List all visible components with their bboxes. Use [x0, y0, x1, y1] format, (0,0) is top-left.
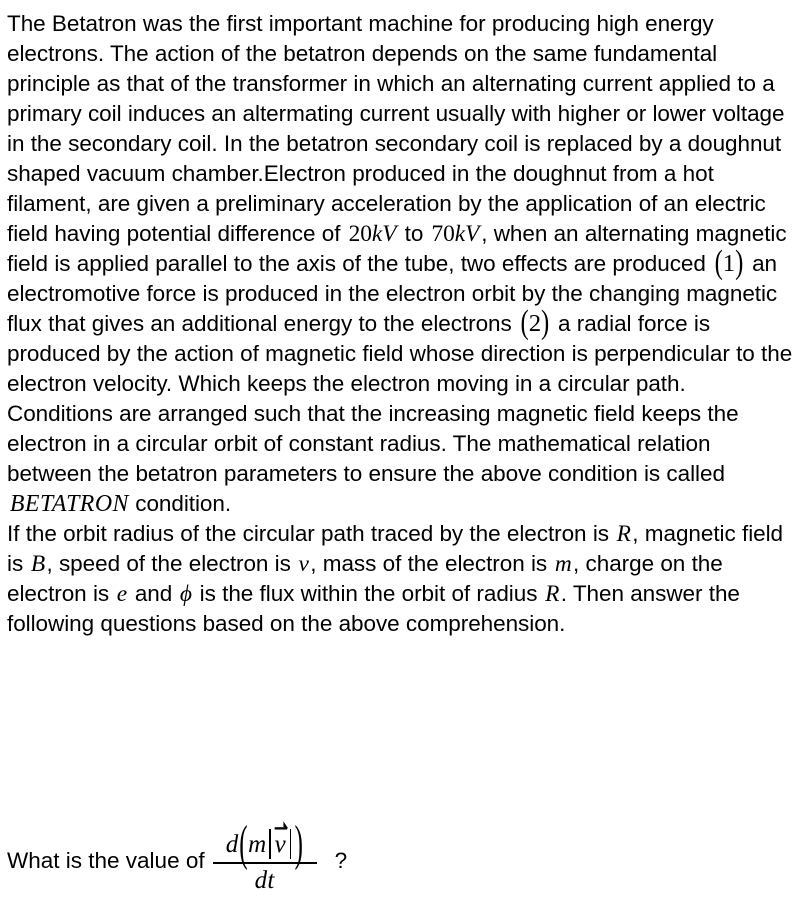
numerator-open-paren-icon: (: [239, 817, 248, 871]
question-line: [7, 817, 797, 894]
voltage-high-number: 70: [431, 221, 455, 247]
passage-intro-text: The Betatron was the first important machine for producing high energy electrons. The action of the betatron depends on the same fundamental principle as that of the transformer in which an alternating current applied to a primary coil induces an altermating current usually with higher or lower voltage in the secondary coil. In the betatron secondary coil is replaced by a doughnut shaped vacuum chamber.Electron produced in the doughnut from a hot filament, are given a preliminary acceleration by the application of an electric field having potential difference of: [7, 11, 785, 246]
passage-effect2-text: a radial force is produced by the action of magnetic field whose direction is perpendicular to the electron velocity. Which keeps the electron moving in a circular path. Conditions are arranged such that the increasing magnetic field keeps the electron in a circular orbit of constant radius. The mathematical relation between the betatron parameters to ensure the above condition is called: [7, 311, 793, 486]
between-voltages-text: to: [398, 221, 430, 246]
passage-magnetic-field-text: , magnetic field is: [7, 521, 784, 576]
numerator-d-symbol: d: [225, 830, 239, 858]
denominator-d-symbol: d: [254, 866, 268, 894]
derivative-fraction: [213, 817, 317, 894]
abs-bar-left-icon: [269, 829, 270, 859]
voltage-high-unit: kV: [454, 221, 480, 247]
question-prefix: What is the value of: [7, 847, 205, 873]
var-R-orbit-radius: R: [616, 521, 631, 547]
paren-close-icon: ): [735, 244, 744, 282]
enumerator-2: [518, 304, 552, 342]
passage-effects-text: , when an alternating magnetic field is applied parallel to the axis of the tube, two effects are produced: [7, 221, 787, 276]
var-B-magnetic-field: B: [30, 551, 46, 577]
var-e-charge: e: [116, 581, 128, 607]
var-phi-flux: ϕ: [179, 581, 192, 607]
voltage-low-math: [347, 221, 399, 247]
voltage-low-unit: kV: [371, 221, 397, 247]
betatron-term-math: BETATRON: [9, 491, 129, 517]
voltage-high-math: [430, 221, 482, 247]
fraction-denominator: [255, 864, 275, 893]
question-mark: ?: [334, 847, 348, 873]
var-v-speed: v: [298, 551, 309, 577]
velocity-vector-magnitude: [274, 832, 287, 857]
denominator-t-symbol: t: [267, 866, 275, 894]
abs-bar-right-icon: [290, 829, 291, 859]
passage-closing-text: . Then answer the following questions based on the above comprehension.: [7, 581, 740, 636]
numerator-m-symbol: m: [248, 830, 267, 858]
numerator-v-symbol: v: [274, 830, 286, 858]
passage-effect1-text: an electromotive force is produced in the electron orbit by the changing magnetic flux that gives an additional energy to the electrons: [7, 251, 778, 336]
fraction-numerator: [220, 817, 310, 871]
passage-speed-text: , speed of the electron is: [46, 551, 298, 576]
passage-flux-text: is the flux within the orbit of radius: [193, 581, 544, 606]
voltage-low-number: 20: [348, 221, 372, 247]
comprehension-passage: [7, 9, 797, 639]
enumerator-1: [712, 244, 746, 282]
numerator-close-paren-icon: ): [294, 817, 303, 871]
passage-charge-text: , charge on the electron is: [7, 551, 723, 606]
enumerator-1-number: 1: [722, 250, 736, 277]
var-m-mass: m: [554, 551, 572, 577]
passage-condition-text: condition.: [128, 491, 232, 516]
var-R-radius-flux: R: [545, 581, 560, 607]
paren-open-icon: (: [520, 304, 529, 342]
enumerator-2-number: 2: [528, 310, 542, 337]
passage-mass-text: , mass of the electron is: [310, 551, 554, 576]
passage-and-text: and: [128, 581, 179, 606]
paren-close-icon: ): [541, 304, 550, 342]
paren-open-icon: (: [714, 244, 723, 282]
vector-arrow-icon: [274, 819, 289, 832]
passage-variables-intro: If the orbit radius of the circular path traced by the electron is: [7, 521, 616, 546]
